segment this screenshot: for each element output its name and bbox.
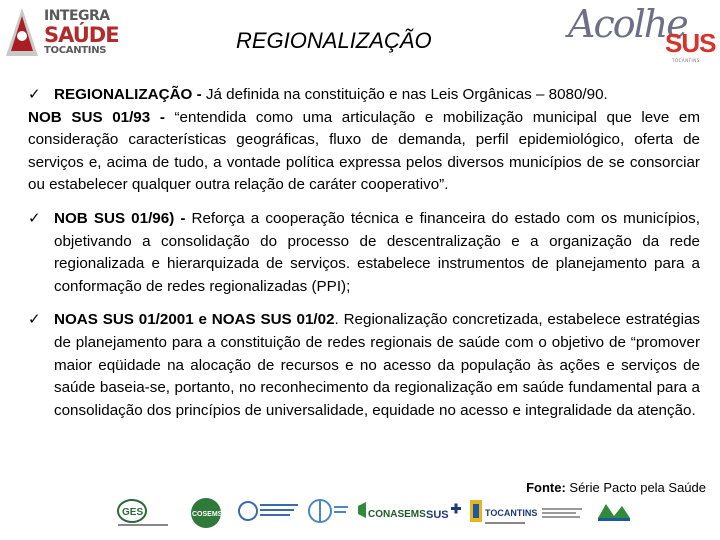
check-icon: ✓ [28, 209, 41, 227]
svg-text:CONASEMS: CONASEMS [368, 509, 426, 520]
bullet-regionalizacao [28, 84, 700, 107]
logo-left-line1: INTEGRA [44, 8, 110, 24]
bullet2-bold: NOB SUS 01/96) - [54, 209, 192, 227]
source-text: Série Pacto pela Saúde [565, 480, 706, 495]
source-label: Fonte: [526, 480, 566, 495]
header [0, 0, 720, 78]
tocantins-logo [468, 496, 538, 530]
brasil-logo [592, 496, 636, 530]
bullet-nob-96 [28, 208, 700, 298]
logo-left-line2: SAÚDE [44, 23, 119, 47]
nob-93-paragraph [28, 107, 700, 197]
check-icon: ✓ [28, 311, 41, 329]
bullet1-text: Já definida na constituição e nas Leis Orgânicas – 8080/90. [205, 86, 608, 103]
svg-text:COSEMS: COSEMS [192, 511, 223, 518]
page-title: REGIONALIZAÇÃO [236, 28, 432, 53]
para1-bold: NOB SUS 01/93 - [28, 108, 175, 126]
svg-text:TOCANTINS: TOCANTINS [485, 508, 538, 518]
bullet2-text: Reforça a cooperação técnica e financeira do estado com os municípios, objetivando a consolidação do processo de descentralização e a organização da rede regionalizada e hierarquizada de serviços. estabelece instrumentos de planejamento para a conformação de redes regionalizadas (PPI); [54, 209, 700, 295]
who-logo [306, 496, 350, 530]
acolhe-word: Acolhe [568, 2, 687, 46]
opas-logo [238, 496, 300, 530]
integra-saude-logo [4, 4, 120, 62]
bullet-noas [28, 309, 700, 422]
bullet3-bold: NOAS SUS 01/2001 e NOAS SUS 01/02 [54, 311, 335, 329]
bullet1-bold: REGIONALIZAÇÃO - [54, 86, 206, 103]
logo-left-line3: TOCANTINS [44, 45, 107, 56]
ministerio-logo [538, 496, 588, 530]
footer-logos [114, 496, 714, 536]
ges-logo [114, 496, 172, 530]
main-content [28, 84, 700, 422]
svg-text:GES: GES [122, 507, 144, 518]
triangle-logo-icon [4, 6, 40, 60]
bullet3-text: . Regionalização concretizada, estabelece estratégias de planejamento para a constituição de redes regionais de saúde com o objetivo de “promover maior eqüidade na alocação de recursos e no acesso da população às ações e serviços de saúde baseia-se, portanto, no reconhecimento da regionalização em saúde fundamental para a consolidação dos princípios de universalidade, equidade no acesso e integralidade da atenção. [54, 311, 700, 419]
conasems-logo [354, 496, 426, 530]
logo-right-small: TOCANTINS [672, 58, 700, 63]
acolhe-sus-logo [568, 2, 718, 72]
source-note [526, 480, 706, 495]
svg-text:SUS: SUS [426, 509, 449, 521]
check-icon: ✓ [28, 86, 41, 103]
sus-word: SUS [665, 28, 716, 58]
para1-text: “entendida como uma articulação e mobilização municipal que leve em consideração características geográficas, fluxo de demanda, perfil epidemiológico, oferta de serviços e, acima de tudo, a vontade política expressa pelos diversos municípios de se consorciar ou estabelecer qualquer outra relação de caráter cooperativo”. [28, 108, 701, 194]
sus-logo [424, 496, 464, 530]
cosems-logo [180, 496, 232, 530]
